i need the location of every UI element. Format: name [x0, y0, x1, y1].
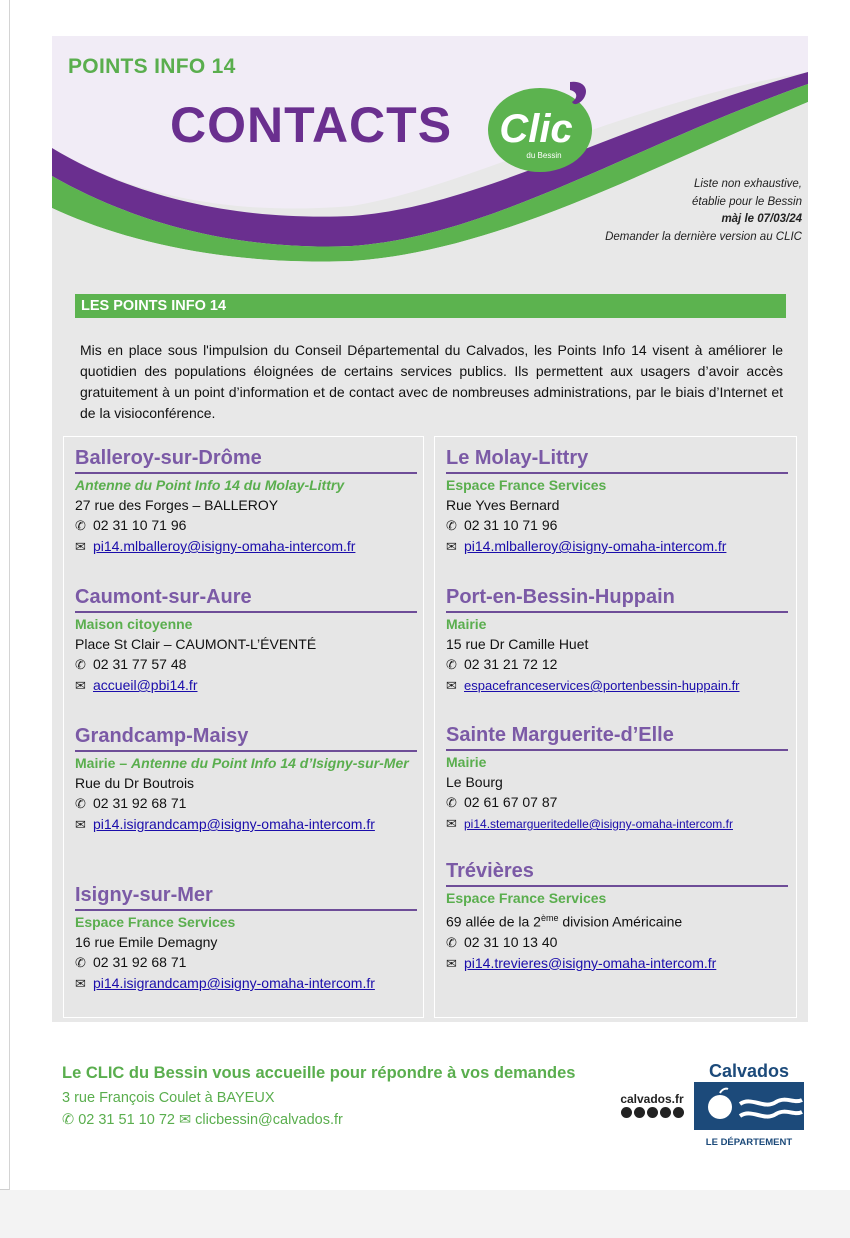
contact-address: 27 rue des Forges – BALLEROY	[75, 497, 279, 513]
contact-email	[446, 953, 788, 974]
calvados-site-badge	[612, 1092, 692, 1118]
clic-logo	[486, 78, 598, 174]
intro-paragraph: Mis en place sous l'impulsion du Conseil Départemental du Calvados, les Points Info 14 visent à améliorer le quotidien des populations éloignées de certains services publics. Ils permettent aux usagers d’avoir accès gratuitement à un point d’information et de contact avec de nombreuses administrations, par le biais d’Internet et de la visioconférence.	[80, 342, 783, 421]
contact-email	[446, 536, 788, 557]
contact-title: Grandcamp-Maisy	[75, 723, 417, 752]
email-link[interactable]: pi14.stemargueritedelle@isigny-omaha-intercom.fr	[464, 817, 733, 831]
contact-phone: ✆ 02 61 67 07 87	[446, 792, 788, 813]
note-line: Liste non exhaustive,	[693, 178, 802, 190]
footer-heading: Le CLIC du Bessin vous accueille pour répondre à vos demandes	[62, 1064, 576, 1082]
contact-phone: ✆ 02 31 92 68 71	[75, 793, 417, 814]
phone-icon: ✆	[62, 1112, 79, 1128]
mail-icon: ✉	[446, 539, 457, 554]
mail-icon: ✉	[446, 816, 457, 831]
footer-address: 3 rue François Coulet à BAYEUX	[62, 1090, 275, 1106]
contact-email	[75, 536, 417, 557]
contact-email	[446, 813, 788, 834]
contact-title: Caumont-sur-Aure	[75, 584, 417, 613]
note-line: établie pour le Bessin	[692, 195, 802, 208]
phone-icon: ✆	[446, 934, 457, 950]
contact-email	[446, 675, 788, 696]
email-link[interactable]: espacefranceservices@portenbessin-huppain.fr	[464, 678, 740, 693]
contact-subtitle: Antenne du Point Info 14 du Molay-Littry	[75, 477, 345, 493]
email-link[interactable]: pi14.mlballeroy@isigny-omaha-intercom.fr	[93, 538, 356, 554]
contact-entry	[446, 858, 788, 974]
contact-email	[75, 675, 417, 696]
phone-icon: ✆	[75, 657, 86, 672]
clic-logo-text: Clic	[499, 107, 573, 151]
contact-email	[75, 814, 417, 835]
email-link[interactable]: pi14.isigrandcamp@isigny-omaha-intercom.fr	[93, 816, 375, 832]
page-title: CONTACTS	[170, 97, 453, 153]
points-info-heading: POINTS INFO 14	[68, 55, 236, 78]
twitter-icon	[634, 1107, 645, 1118]
phone-icon: ✆	[446, 795, 457, 810]
contact-subtitle: Mairie	[446, 754, 487, 770]
contact-address: 16 rue Emile Demagny	[75, 934, 218, 950]
phone-icon: ✆	[75, 796, 86, 811]
facebook-icon	[621, 1107, 632, 1118]
section-title-bar: LES POINTS INFO 14	[75, 294, 786, 318]
calvados-site-text: calvados.fr	[620, 1092, 684, 1106]
note-line: Demander la dernière version au CLIC	[605, 230, 802, 243]
contact-subtitle: Mairie – Antenne du Point Info 14 d’Isigny-sur-Mer	[75, 755, 409, 771]
contact-address: 69 allée de la 2ème division Américaine	[446, 913, 683, 930]
version-note	[605, 176, 802, 246]
update-date: màj le 07/03/24	[721, 213, 802, 225]
mail-icon: ✉	[178, 1112, 196, 1128]
contact-entry	[75, 882, 417, 994]
contact-phone: ✆ 02 31 10 71 96	[75, 515, 417, 536]
contact-address: Rue Yves Bernard	[446, 497, 560, 513]
mail-icon: ✉	[75, 678, 86, 693]
contact-address: Place St Clair – CAUMONT-L’ÉVENTÉ	[75, 636, 317, 652]
contact-subtitle: Espace France Services	[446, 477, 607, 493]
contact-subtitle: Espace France Services	[75, 914, 236, 930]
contact-entry	[446, 445, 788, 557]
contact-subtitle: Mairie	[446, 616, 487, 632]
apple-icon	[708, 1095, 732, 1119]
calvados-department-logo	[692, 1060, 806, 1150]
contact-phone: ✆ 02 31 10 13 40	[446, 932, 788, 953]
mail-icon: ✉	[75, 817, 86, 832]
contact-address: 15 rue Dr Camille Huet	[446, 636, 589, 652]
youtube-icon	[660, 1107, 671, 1118]
contact-entry	[446, 722, 788, 834]
phone-icon: ✆	[446, 518, 457, 533]
contact-address: Le Bourg	[446, 774, 503, 790]
right-contacts-column	[434, 436, 797, 1018]
contact-phone: ✆ 02 31 92 68 71	[75, 952, 417, 973]
note-line	[605, 211, 802, 229]
dept-logo-sub: LE DÉPARTEMENT	[705, 1137, 793, 1148]
contact-title: Trévières	[446, 858, 788, 887]
contact-address: Rue du Dr Boutrois	[75, 775, 195, 791]
mail-icon: ✉	[446, 955, 457, 971]
phone-icon: ✆	[75, 955, 86, 970]
contact-subtitle: Maison citoyenne	[75, 616, 193, 632]
contact-entry	[75, 584, 417, 696]
contact-phone: ✆ 02 31 21 72 12	[446, 654, 788, 675]
contact-title: Sainte Marguerite-d’Elle	[446, 722, 788, 751]
contact-email	[75, 973, 417, 994]
email-link[interactable]: accueil@pbi14.fr	[93, 677, 198, 693]
contact-entry	[75, 445, 417, 557]
contact-title: Balleroy-sur-Drôme	[75, 445, 417, 474]
contact-entry	[446, 584, 788, 696]
contact-phone: ✆ 02 31 77 57 48	[75, 654, 417, 675]
contact-subtitle: Espace France Services	[446, 890, 607, 906]
email-link[interactable]: pi14.mlballeroy@isigny-omaha-intercom.fr	[464, 538, 727, 554]
social-icons	[612, 1107, 692, 1118]
contact-title: Le Molay-Littry	[446, 445, 788, 474]
footer-email: clicbessin@calvados.fr	[195, 1112, 343, 1128]
phone-icon: ✆	[446, 657, 457, 672]
contact-entry	[75, 723, 417, 835]
contact-title: Isigny-sur-Mer	[75, 882, 417, 911]
linkedin-icon	[673, 1107, 684, 1118]
dept-logo-name: Calvados	[708, 1061, 790, 1081]
left-contacts-column	[63, 436, 424, 1018]
email-link[interactable]: pi14.trevieres@isigny-omaha-intercom.fr	[464, 954, 717, 971]
footer-contact	[62, 1112, 343, 1128]
contact-title: Port-en-Bessin-Huppain	[446, 584, 788, 613]
footer-phone: 02 31 51 10 72	[78, 1112, 175, 1128]
clic-logo-sub: du Bessin	[526, 151, 562, 160]
mail-icon: ✉	[446, 678, 457, 693]
mail-icon: ✉	[75, 976, 86, 991]
mail-icon: ✉	[75, 539, 86, 554]
contact-phone: ✆ 02 31 10 71 96	[446, 515, 788, 536]
instagram-icon	[647, 1107, 658, 1118]
email-link[interactable]: pi14.isigrandcamp@isigny-omaha-intercom.fr	[93, 975, 375, 991]
phone-icon: ✆	[75, 518, 86, 533]
